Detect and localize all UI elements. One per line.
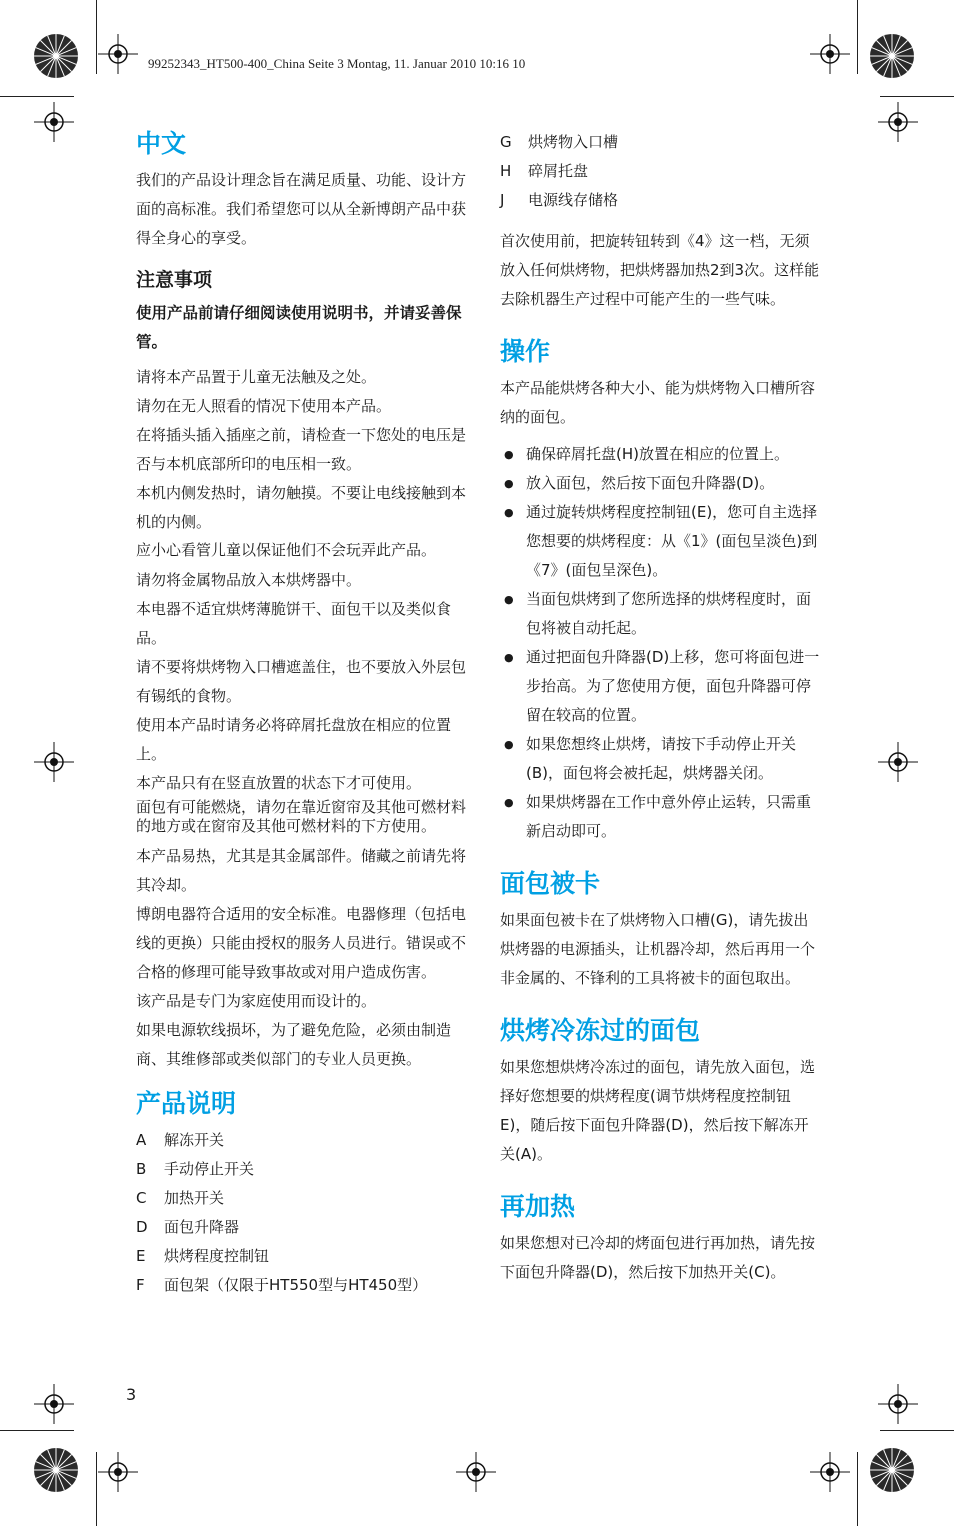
caution-item: 本产品易热，尤其是其金属部件。储藏之前请先将其冷却。 xyxy=(136,847,467,894)
part-item: F 面包架（仅限于HT550型与HT450型） xyxy=(136,1276,428,1294)
parts-list xyxy=(136,1126,476,1300)
frozen-bread-paragraph: 如果您想烘烤冷冻过的面包，请先放入面包，选择好您想要的烘烤程度(调节烘烤程度控制钮E)，随后按下面包升降器(D)，然后按下解冻开关(A)。 xyxy=(500,1058,816,1163)
section-title-product-description: 产品说明 xyxy=(136,1089,237,1118)
crop-mark xyxy=(857,1452,858,1526)
caution-item: 在将插头插入插座之前，请检查一下您处的电压是否与本机底部所印的电压相一致。 xyxy=(136,426,467,473)
registration-mark-icon xyxy=(878,742,918,782)
starburst-mark-icon xyxy=(868,32,916,80)
section-title-cautions: 注意事项 xyxy=(136,269,213,291)
registration-mark-icon xyxy=(456,1452,496,1492)
operation-step: ● 如果您想终止烘烤，请按下手动停止开关(B)，面包将会被托起，烘烤器关闭。 xyxy=(504,735,797,782)
caution-item: 请勿将金属物品放入本烘烤器中。 xyxy=(136,571,362,589)
crop-mark xyxy=(0,1430,74,1431)
intro-paragraph: 我们的产品设计理念旨在满足质量、功能、设计方面的高标准。我们希望您可以从全新博朗产品中获得全身心的享受。 xyxy=(136,171,467,247)
registration-mark-icon xyxy=(34,1384,74,1424)
print-slug-header: 99252343_HT500-400_China Seite 3 Montag, 11. Januar 2010 10:16 10 xyxy=(148,56,526,71)
part-item: D 面包升降器 xyxy=(136,1218,240,1236)
part-item: J 电源线存储格 xyxy=(500,191,619,209)
first-use-paragraph: 首次使用前，把旋转钮转到《4》这一档，无须放入任何烘烤物，把烘烤器加热2到3次。这样能去除机器生产过程中可能产生的一些气味。 xyxy=(500,232,820,308)
crop-mark xyxy=(880,1430,954,1431)
caution-item: 使用本产品时请务必将碎屑托盘放在相应的位置上。 xyxy=(136,716,452,763)
part-item: H 碎屑托盘 xyxy=(500,162,589,180)
registration-mark-icon xyxy=(98,1452,138,1492)
caution-item: 请不要将烘烤物入口槽遮盖住，也不要放入外层包有锡纸的食物。 xyxy=(136,658,467,705)
crop-mark xyxy=(96,0,97,74)
crop-mark xyxy=(96,1452,97,1526)
operation-step: ● 通过旋转烘烤程度控制钮(E)，您可自主选择您想要的烘烤程度：从《1》(面包呈淡色)到《7》(面包呈深色)。 xyxy=(504,503,818,579)
operation-step: ● 确保碎屑托盘(H)放置在相应的位置上。 xyxy=(504,445,789,463)
starburst-mark-icon xyxy=(32,32,80,80)
caution-item: 应小心看管儿童以保证他们不会玩弄此产品。 xyxy=(136,541,437,559)
operation-steps xyxy=(500,440,820,846)
operation-intro: 本产品能烘烤各种大小、能为烘烤物入口槽所容纳的面包。 xyxy=(500,379,816,426)
part-item: B 手动停止开关 xyxy=(136,1160,255,1178)
caution-item: 该产品是专门为家庭使用而设计的。 xyxy=(136,992,377,1010)
part-item: A 解冻开关 xyxy=(136,1131,225,1149)
bread-jam-paragraph: 如果面包被卡在了烘烤物入口槽(G)，请先拔出烘烤器的电源插头，让机器冷却，然后再用一个非金属的、不锋利的工具将被卡的面包取出。 xyxy=(500,911,816,987)
crop-mark xyxy=(0,96,74,97)
section-title-reheat: 再加热 xyxy=(500,1192,576,1221)
caution-item: 博朗电器符合适用的安全标准。电器修理（包括电线的更换）只能由授权的服务人员进行。错误或不合格的修理可能导致事故或对用户造成伤害。 xyxy=(136,905,467,981)
right-column xyxy=(500,128,820,1287)
section-title-frozen-bread: 烘烤冷冻过的面包 xyxy=(500,1016,701,1045)
operation-step: ● 通过把面包升降器(D)上移，您可将面包进一步抬高。为了您使用方便，面包升降器可停留在较高的位置。 xyxy=(504,648,820,724)
caution-item: 如果电源软线损坏，为了避免危险，必须由制造商、其维修部或类似部门的专业人员更换。 xyxy=(136,1021,452,1068)
caution-item: 本产品只有在竖直放置的状态下才可使用。 xyxy=(136,774,422,792)
starburst-mark-icon xyxy=(868,1446,916,1494)
caution-item: 请将本产品置于儿童无法触及之处。 xyxy=(136,368,377,386)
starburst-mark-icon xyxy=(32,1446,80,1494)
left-column xyxy=(136,126,476,1300)
operation-step: ● 当面包烘烤到了您所选择的烘烤程度时，面包将被自动托起。 xyxy=(504,590,812,637)
registration-mark-icon xyxy=(810,1452,850,1492)
parts-list-continued xyxy=(500,128,820,215)
registration-mark-icon xyxy=(34,102,74,142)
section-title-bread-jam: 面包被卡 xyxy=(500,869,601,898)
reheat-paragraph: 如果您想对已冷却的烤面包进行再加热，请先按下面包升降器(D)，然后按下加热开关(C)。 xyxy=(500,1234,816,1281)
section-title-chinese: 中文 xyxy=(136,129,187,158)
caution-item: 面包有可能燃烧，请勿在靠近窗帘及其他可燃材料的地方或在窗帘及其他可燃材料的下方使用。 xyxy=(136,798,467,835)
registration-mark-icon xyxy=(878,1384,918,1424)
caution-item: 本电器不适宜烘烤薄脆饼干、面包干以及类似食品。 xyxy=(136,600,452,647)
operation-step: ● 放入面包，然后按下面包升降器(D)。 xyxy=(504,474,775,492)
operation-step: ● 如果烘烤器在工作中意外停止运转，只需重新启动即可。 xyxy=(504,793,812,840)
registration-mark-icon xyxy=(34,742,74,782)
cautions-bold-note: 使用产品前请仔细阅读使用说明书，并请妥善保管。 xyxy=(136,304,462,351)
section-title-operation: 操作 xyxy=(500,337,551,366)
part-item: E 烘烤程度控制钮 xyxy=(136,1247,270,1265)
registration-mark-icon xyxy=(810,34,850,74)
caution-item: 本机内侧发热时，请勿触摸。不要让电线接触到本机的内侧。 xyxy=(136,484,467,531)
crop-mark xyxy=(880,96,954,97)
page-number: 3 xyxy=(126,1385,137,1404)
part-item: C 加热开关 xyxy=(136,1189,225,1207)
part-item: G 烘烤物入口槽 xyxy=(500,133,619,151)
registration-mark-icon xyxy=(98,34,138,74)
caution-item: 请勿在无人照看的情况下使用本产品。 xyxy=(136,397,392,415)
registration-mark-icon xyxy=(878,102,918,142)
crop-mark xyxy=(857,0,858,74)
